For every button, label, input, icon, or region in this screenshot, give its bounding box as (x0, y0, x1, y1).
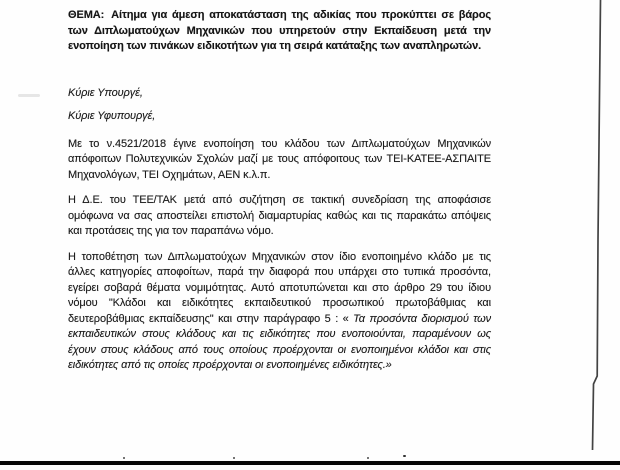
salutation-minister: Κύριε Υπουργέ, (68, 86, 143, 99)
scan-speck (367, 457, 369, 459)
subject-heading (68, 8, 491, 55)
scan-bottom-border (0, 461, 620, 465)
scan-speck (403, 455, 406, 457)
law-quote-italic: Τα προσόντα διορισμού των εκπαιδευτικών στους κλάδους και τις ειδικότητες που ενοποιούνται, παραμένουν ως έχουν στους κλάδους από τους οποίους προέρχονται οι ενοποιημένοι κλάδοι και στις ειδικότητες από τις οποίες προέρχονται οι ενοποιημένες ειδικότητες.» (68, 312, 491, 371)
scan-speck (233, 457, 235, 459)
paragraph-legality-article-29 (68, 250, 491, 374)
paragraph-lead-text: Η τοποθέτηση των Διπλωματούχων Μηχανικών στον ίδιο ενοποιημένο κλάδο με τις άλλες κατηγορίες αποφοίτων, παρά την διαφορά που υπάρχει στο τυπικά προσόντα, εγείρει σοβαρά θέματα νομιμότητας. Αυτό αποτυπώνεται και στο άρθρο 29 του ίδιου νόμου "Κλάδοι και ειδικότητες εκπαιδευτικού προσωπικού πρωτοβάθμιας και δευτεροβάθμιας εκπαίδευσης" και στην παράγραφο 5 : « (68, 250, 491, 325)
subject-label: ΘΕΜΑ: (68, 9, 105, 21)
salutation-deputy-minister: Κύριε Υφυπουργέ, (68, 110, 156, 122)
subject-text: Αίτημα για άμεση αποκατάσταση της αδικίας που προκύπτει σε βάρος των Διπλωματούχων Μηχανικών που υπηρετούν στην Εκπαίδευση μετά την ενοποίηση των πινάκων ειδικοτήτων για τη σειρά κατάταξης των αναπληρωτών. (68, 9, 491, 52)
scan-speck (123, 457, 125, 459)
letter-body (68, 0, 491, 374)
paragraph-tee-tak-decision: Η Δ.Ε. του ΤΕΕ/ΤΑΚ μετά από συζήτηση σε τακτική συνεδρίαση της αποφάσισε ομόφωνα να σας αποστείλει επιστολή διαμαρτυρίας καθώς και τις παρακάτω απόψεις και προτάσεις της για τον παραπάνω νόμο. (68, 194, 491, 237)
scan-smudge (18, 94, 40, 97)
paragraph-law-unification: Με το ν.4521/2018 έγινε ενοποίηση του κλάδου των Διπλωματούχων Μηχανικών απόφοιτων Πολυτεχνικών Σχολών μαζί με τους απόφοιτους των ΤΕΙ-ΚΑΤΕΕ-ΑΣΠΑΙΤΕ Μηχανολόγων, ΤΕΙ Οχημάτων, ΑΕΝ κ.λ.π. (68, 137, 491, 181)
